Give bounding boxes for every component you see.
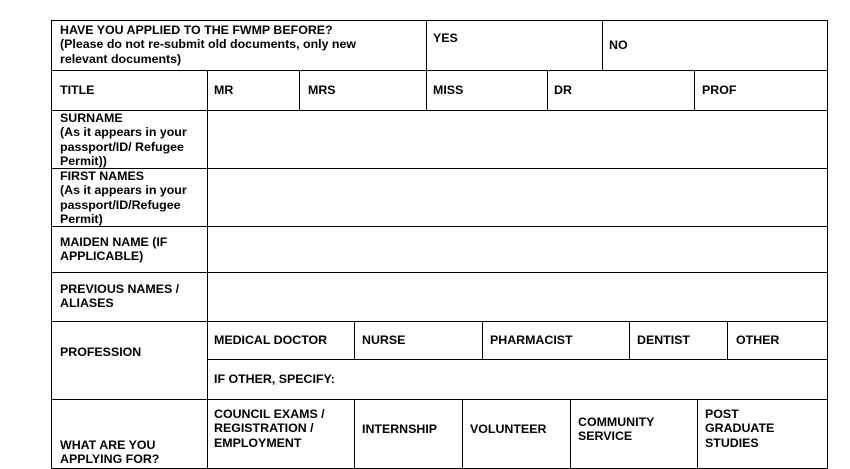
profession-option-pharmacist[interactable] (482, 321, 630, 360)
previous-names-field[interactable] (207, 272, 828, 322)
profession-dentist-label: DENTIST (637, 333, 691, 347)
profession-option-medical-doctor[interactable] (207, 321, 355, 360)
profession-medical-doctor-label: MEDICAL DOCTOR (214, 333, 328, 347)
title-option-mrs[interactable] (299, 70, 427, 111)
title-option-mr[interactable] (207, 70, 300, 111)
applying-volunteer-label: VOLUNTEER (470, 422, 547, 436)
title-miss-label: MISS (433, 83, 464, 97)
applying-option-postgraduate[interactable] (697, 399, 828, 469)
first-names-label-cell (51, 168, 208, 227)
applying-option-council-exams[interactable] (207, 399, 355, 469)
profession-other-specify-label: IF OTHER, SPECIFY: (214, 372, 335, 386)
profession-option-nurse[interactable] (354, 321, 483, 360)
applying-for-label: WHAT ARE YOU APPLYING FOR? (60, 438, 160, 467)
applying-council-exams-label: COUNCIL EXAMS / REGISTRATION / EMPLOYMENT (214, 407, 325, 450)
applying-option-community-service[interactable] (570, 399, 698, 469)
profession-option-dentist[interactable] (629, 321, 728, 360)
title-mr-label: MR (214, 83, 234, 97)
applied-no-option[interactable] (602, 20, 828, 71)
profession-other-specify-field[interactable] (207, 359, 828, 400)
title-mrs-label: MRS (308, 83, 336, 97)
first-names-field[interactable] (207, 168, 828, 227)
applied-before-question-cell (51, 20, 427, 71)
applying-option-internship[interactable] (354, 399, 463, 469)
title-option-prof[interactable] (694, 70, 828, 111)
applying-internship-label: INTERNSHIP (362, 422, 438, 436)
applying-for-label-cell (51, 399, 208, 469)
profession-option-other[interactable] (727, 321, 828, 360)
applying-community-service-label: COMMUNITY SERVICE (578, 415, 655, 444)
surname-field[interactable] (207, 110, 828, 169)
maiden-name-field[interactable] (207, 226, 828, 273)
surname-label-cell (51, 110, 208, 169)
profession-other-label: OTHER (736, 333, 780, 347)
applied-no-label: NO (609, 38, 628, 52)
profession-pharmacist-label: PHARMACIST (490, 333, 573, 347)
title-option-miss[interactable] (426, 70, 548, 111)
maiden-name-label: MAIDEN NAME (IF APPLICABLE) (60, 235, 168, 264)
previous-names-label-cell (51, 272, 208, 322)
first-names-label: FIRST NAMES (As it appears in your passport/ID/Refugee Permit) (60, 169, 187, 227)
profession-label-cell (51, 321, 208, 400)
surname-label: SURNAME (As it appears in your passport/ID/ Refugee Permit)) (60, 111, 187, 169)
title-dr-label: DR (554, 83, 572, 97)
applied-yes-option[interactable] (426, 20, 603, 71)
maiden-name-label-cell (51, 226, 208, 273)
applied-yes-label: YES (433, 31, 458, 45)
profession-label: PROFESSION (60, 345, 142, 359)
applied-before-question: HAVE YOU APPLIED TO THE FWMP BEFORE? (Please do not re-submit old documents, only new relevant documents) (60, 23, 357, 66)
title-prof-label: PROF (702, 83, 737, 97)
profession-nurse-label: NURSE (362, 333, 406, 347)
title-option-dr[interactable] (547, 70, 695, 111)
applying-option-volunteer[interactable] (462, 399, 571, 469)
title-label: TITLE (60, 83, 95, 97)
previous-names-label: PREVIOUS NAMES / ALIASES (60, 282, 180, 311)
applying-postgraduate-label: POST GRADUATE STUDIES (705, 407, 775, 450)
title-label-cell (51, 70, 208, 111)
